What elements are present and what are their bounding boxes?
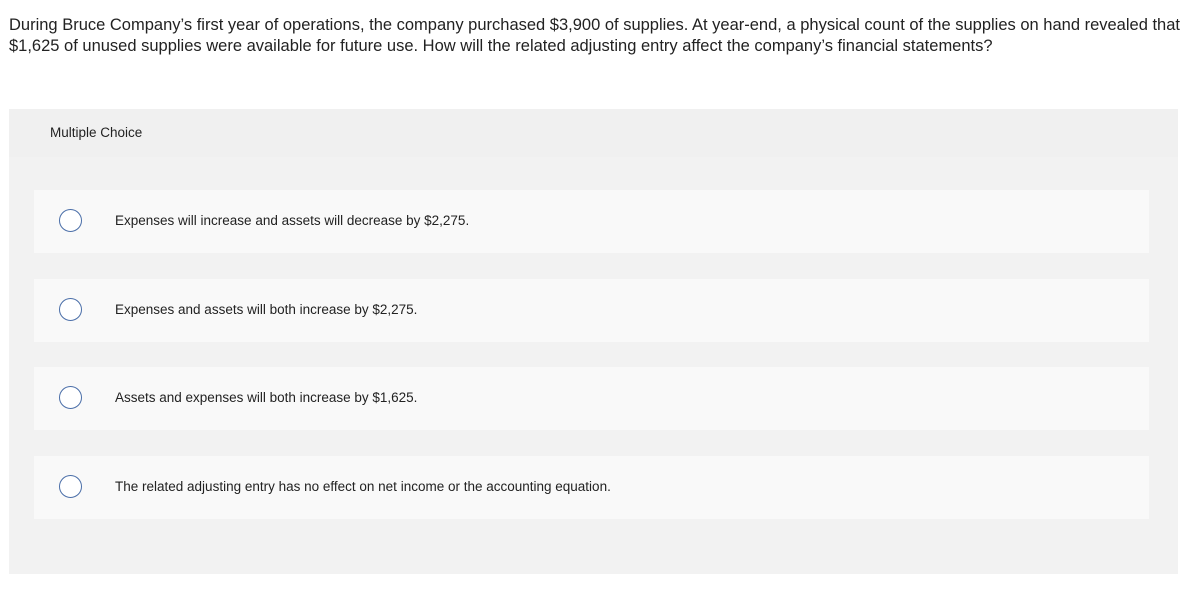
option-c-label: Assets and expenses will both increase by $1,625.	[115, 390, 418, 405]
option-b-label: Expenses and assets will both increase by $2,275.	[115, 302, 418, 317]
option-c[interactable]	[34, 367, 1149, 430]
radio-button-icon[interactable]	[59, 209, 82, 232]
multiple-choice-panel	[9, 109, 1178, 574]
question-text: During Bruce Company’s first year of operations, the company purchased $3,900 of supplies. At year-end, a physical count of the supplies on hand revealed that $1,625 of unused supplies were available for future use. How will the related adjusting entry affect the company’s financial statements?	[9, 16, 1180, 55]
option-a-label: Expenses will increase and assets will decrease by $2,275.	[115, 213, 470, 228]
option-d[interactable]	[34, 456, 1149, 519]
radio-button-icon[interactable]	[59, 475, 82, 498]
multiple-choice-header	[9, 109, 1178, 157]
option-d-label: The related adjusting entry has no effect on net income or the accounting equation.	[115, 479, 611, 494]
radio-button-icon[interactable]	[59, 386, 82, 409]
radio-button-icon[interactable]	[59, 298, 82, 321]
options-list	[9, 157, 1178, 574]
option-b[interactable]	[34, 279, 1149, 342]
option-a[interactable]	[34, 190, 1149, 253]
multiple-choice-label: Multiple Choice	[50, 125, 143, 140]
